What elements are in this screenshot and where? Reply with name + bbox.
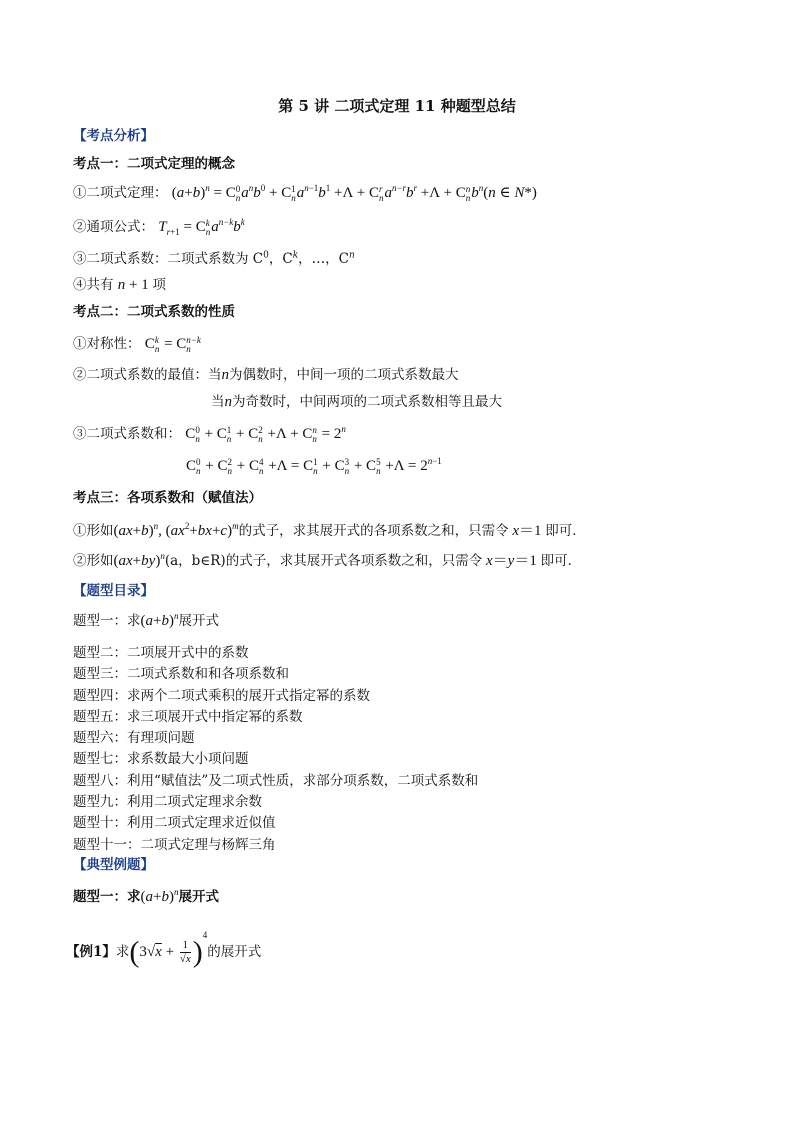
- catalog-item: 题型十：利用二项式定理求近似值: [73, 815, 276, 832]
- assignment-method-line-1: ①形如$(ax+b)^n$, $(ax^2+bx+c)^m$的式子，求其展开式的各项系数之和，只需令 x＝1 即可．: [73, 521, 586, 539]
- point1-heading: 考点一：二项式定理的概念: [73, 156, 235, 172]
- max-coefficient-when: 当: [211, 394, 225, 410]
- general-term-line: [73, 218, 245, 237]
- odd-even-sum-line: [186, 457, 442, 476]
- example-1-tag: 【例1】: [66, 944, 116, 960]
- term-count-label: ④共有: [73, 277, 114, 293]
- example-1: [66, 932, 261, 972]
- point3-heading: 考点三：各项系数和（赋值法）: [73, 490, 262, 506]
- catalog-item: 题型六：有理项问题: [73, 730, 195, 747]
- assignment-1-text: 的式子，求其展开式的各项系数之和，只需令: [238, 523, 509, 539]
- binomial-coefficient-label: ③二项式系数：二项式系数为 C: [73, 251, 264, 267]
- assignment-1-tail: 即可．: [545, 523, 586, 539]
- catalog-item: 题型七：求系数最大小项问题: [73, 751, 249, 768]
- catalog-item: 题型五：求三项展开式中指定幂的系数: [73, 708, 303, 725]
- assignment-1-label: ①形如: [73, 523, 114, 539]
- coefficient-dots: ，…，C: [298, 251, 350, 267]
- max-coefficient-even: 为偶数时，中间一项的二项式系数最大: [229, 367, 459, 383]
- example-1-tail: 的展开式: [207, 944, 262, 960]
- binomial-theorem-line: [73, 184, 537, 203]
- section-examples: 【典型例题】: [73, 857, 154, 873]
- catalog-item: 题型八：利用“赋值法”及二项式性质，求部分项系数，二项式系数和: [73, 772, 479, 789]
- catalog-item: 题型二：二项展开式中的系数: [73, 645, 249, 661]
- odd-even-sum-formula: C 0 n + C 2 n + C 4 n +Λ = C 1 n + C 3 n + C 5 n $+\Lambda = 2^{n-1}$: [186, 456, 442, 476]
- assignment-2-label: ②形如: [73, 553, 114, 569]
- max-coefficient-odd: 为奇数时，中间两项的二项式系数相等且最大: [232, 394, 502, 410]
- max-coefficient-line-2: 当n为奇数时，中间两项的二项式系数相等且最大: [211, 394, 502, 410]
- example-type-tail: 展开式: [178, 889, 219, 905]
- example-type-label: 题型一：求: [73, 889, 141, 905]
- binomial-theorem-label: ①二项式定理：: [73, 185, 168, 201]
- catalog-list: [73, 644, 478, 857]
- symmetry-line: [73, 335, 202, 354]
- coefficient-sep: ，C: [268, 251, 293, 267]
- catalog-item-1: 题型一：求$(a+b)^n$展开式: [73, 611, 219, 629]
- catalog-item-1-label: 题型一：求: [73, 613, 141, 629]
- symmetry-formula: C k n = C n−k n: [144, 334, 201, 354]
- max-coefficient-label: ②二项式系数的最值：当: [73, 367, 222, 383]
- assignment-2-tail: 即可．: [540, 553, 582, 569]
- assignment-1-formula: $(ax+b)^n$, $(ax^2+bx+c)^m$: [113, 521, 239, 539]
- binomial-coefficient-line: ③二项式系数：二项式系数为 $C^0$，$C^k$，…，$C^n$: [73, 250, 355, 267]
- page-title: 第 5 讲 二项式定理 11 种题型总结: [278, 97, 516, 115]
- example-type-heading: 题型一：求$(a+b)^n$展开式: [73, 887, 219, 905]
- example-1-formula: (3√x + $\frac{1}{√x}$ )$^4$: [129, 930, 208, 969]
- point2-heading: 考点二：二项式系数的性质: [73, 304, 235, 320]
- catalog-item: 题型九：利用二项式定理求余数: [73, 794, 262, 811]
- section-analysis: 【考点分析】: [73, 128, 154, 144]
- example-1-pre: 求: [115, 944, 130, 960]
- section-catalog: 【题型目录】: [73, 583, 154, 599]
- general-term-formula: $T_{r+1} = C$ k n $a^{n-k}b^k$: [158, 217, 245, 237]
- coefficient-sum-formula: C 0 n + C 1 n + C 2 n +Λ + C n n = $2^n$: [185, 424, 346, 444]
- coefficient-sum-label: ③二项式系数和：: [73, 426, 181, 442]
- symmetry-label: ①对称性：: [73, 336, 141, 352]
- assignment-2-text: (a，b∈R)的式子，求其展开式各项系数之和，只需令: [164, 553, 483, 569]
- coefficient-sum-line: [73, 425, 346, 444]
- term-count-line: ④共有 n + 1 项: [73, 277, 167, 293]
- term-count-tail: 项: [152, 277, 167, 293]
- catalog-item: 题型十一：二项式定理与杨辉三角: [73, 836, 276, 853]
- assignment-method-line-2: ②形如$(ax+by)^n(a$，b∈R)的式子，求其展开式各项系数之和，只需令 x＝y＝1 即可．: [73, 551, 582, 569]
- catalog-item-1-tail: 展开式: [178, 613, 219, 629]
- max-coefficient-line: ②二项式系数的最值：当n为偶数时，中间一项的二项式系数最大: [73, 367, 459, 383]
- catalog-item: 题型三：二项式系数和和各项系数和: [73, 666, 289, 683]
- catalog-item: 题型四：求两个二项式乘积的展开式指定幂的系数: [73, 687, 370, 704]
- binomial-theorem-formula: $(a+b)^n = C$ 0 n $a^nb^0 + C$ 1 n $a^{n-1}b^1 +\Lambda + C$ r n $a^{n-r}b^r +\Lambda + C$ n n $b^n(n$ ∈ N*): [171, 183, 537, 203]
- general-term-label: ②通项公式：: [73, 219, 154, 235]
- assignment-2-formula: $(ax+by)^n$: [113, 551, 165, 569]
